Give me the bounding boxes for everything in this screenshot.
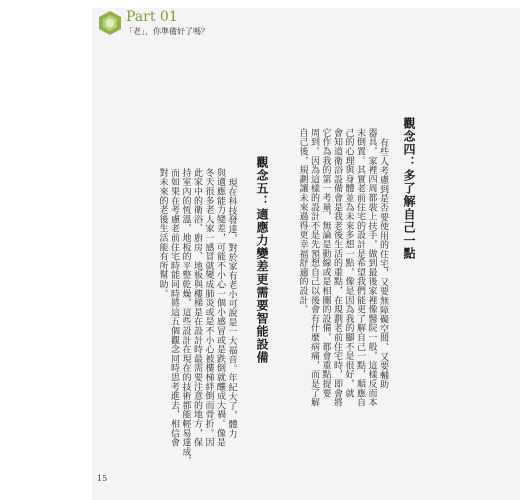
- section5-line: 冬天很多老人家一感冒就變成肺炎或是不小心被樓梯絆倒而骨折。因: [203, 168, 214, 447]
- section5-body: [156, 168, 237, 466]
- section5-heading: 觀念五：適應力變差更需要智能設備: [255, 156, 269, 364]
- section5-line: 此家中的衛浴、廚房、地板與樓梯是在設計時最需要注意的地方，保: [192, 168, 202, 447]
- chapter-subtitle: 「老」，你準備好了嗎？: [125, 27, 209, 36]
- section5-line: 而如果在考慮老前住宅時能同時將這五個觀念同時思考進去，相信會: [169, 168, 179, 447]
- page-number: 15: [97, 474, 108, 483]
- section5-line: 持室內的恆溫，地板的平整乾燥，這些設計在現在的技術都能輕易達成，: [180, 168, 191, 466]
- section4-line: 器具，家裡四周都裝上扶手，做到最後家裡像醫院一般，這樣反而本: [366, 128, 377, 407]
- section4-line: 它作為我的第一考量，無論是動線或是相關的設備，都會重點提要: [320, 128, 331, 398]
- section4-line: 周到。因為這樣的設計不是先預想自己以後會有什麼病痛，而是了解: [309, 128, 319, 407]
- section4-line: 己的心理與身體並為未來多想一點，像是因為我的腳不是很好，就: [343, 128, 354, 398]
- section5-line: 現在科技發達，對於家有老小可說是一大福音。年紀大了，體力: [226, 178, 237, 439]
- hexagon-logo-icon: [98, 10, 122, 36]
- section5-line: 與適應能力變差，可能不小心一個小感冒或是跌倒就釀成大禍。像是: [215, 168, 225, 447]
- section5-line: 對未來的老後生活能有所幫助。: [157, 168, 168, 299]
- section4-line: 有些人考慮到是否要使用的住宅，又要無障礙空間、又要輔助: [378, 138, 388, 390]
- section4-line: 自己後，規劃讓未來過得更幸福舒適的設計。: [297, 128, 308, 314]
- part-label: Part 01: [126, 9, 178, 25]
- section4-line: 末倒置。其實老前住宅的設計是希望我們能更了解自己一點，順應自: [355, 128, 365, 407]
- part-header: [98, 10, 298, 42]
- section4-body: [296, 128, 388, 407]
- section4-heading: 觀念四：多了解自己一點: [402, 117, 416, 260]
- section4-line: 會知道衛浴設備會是我老後生活的重點，在規劃老前住宅時，即會將: [332, 128, 342, 407]
